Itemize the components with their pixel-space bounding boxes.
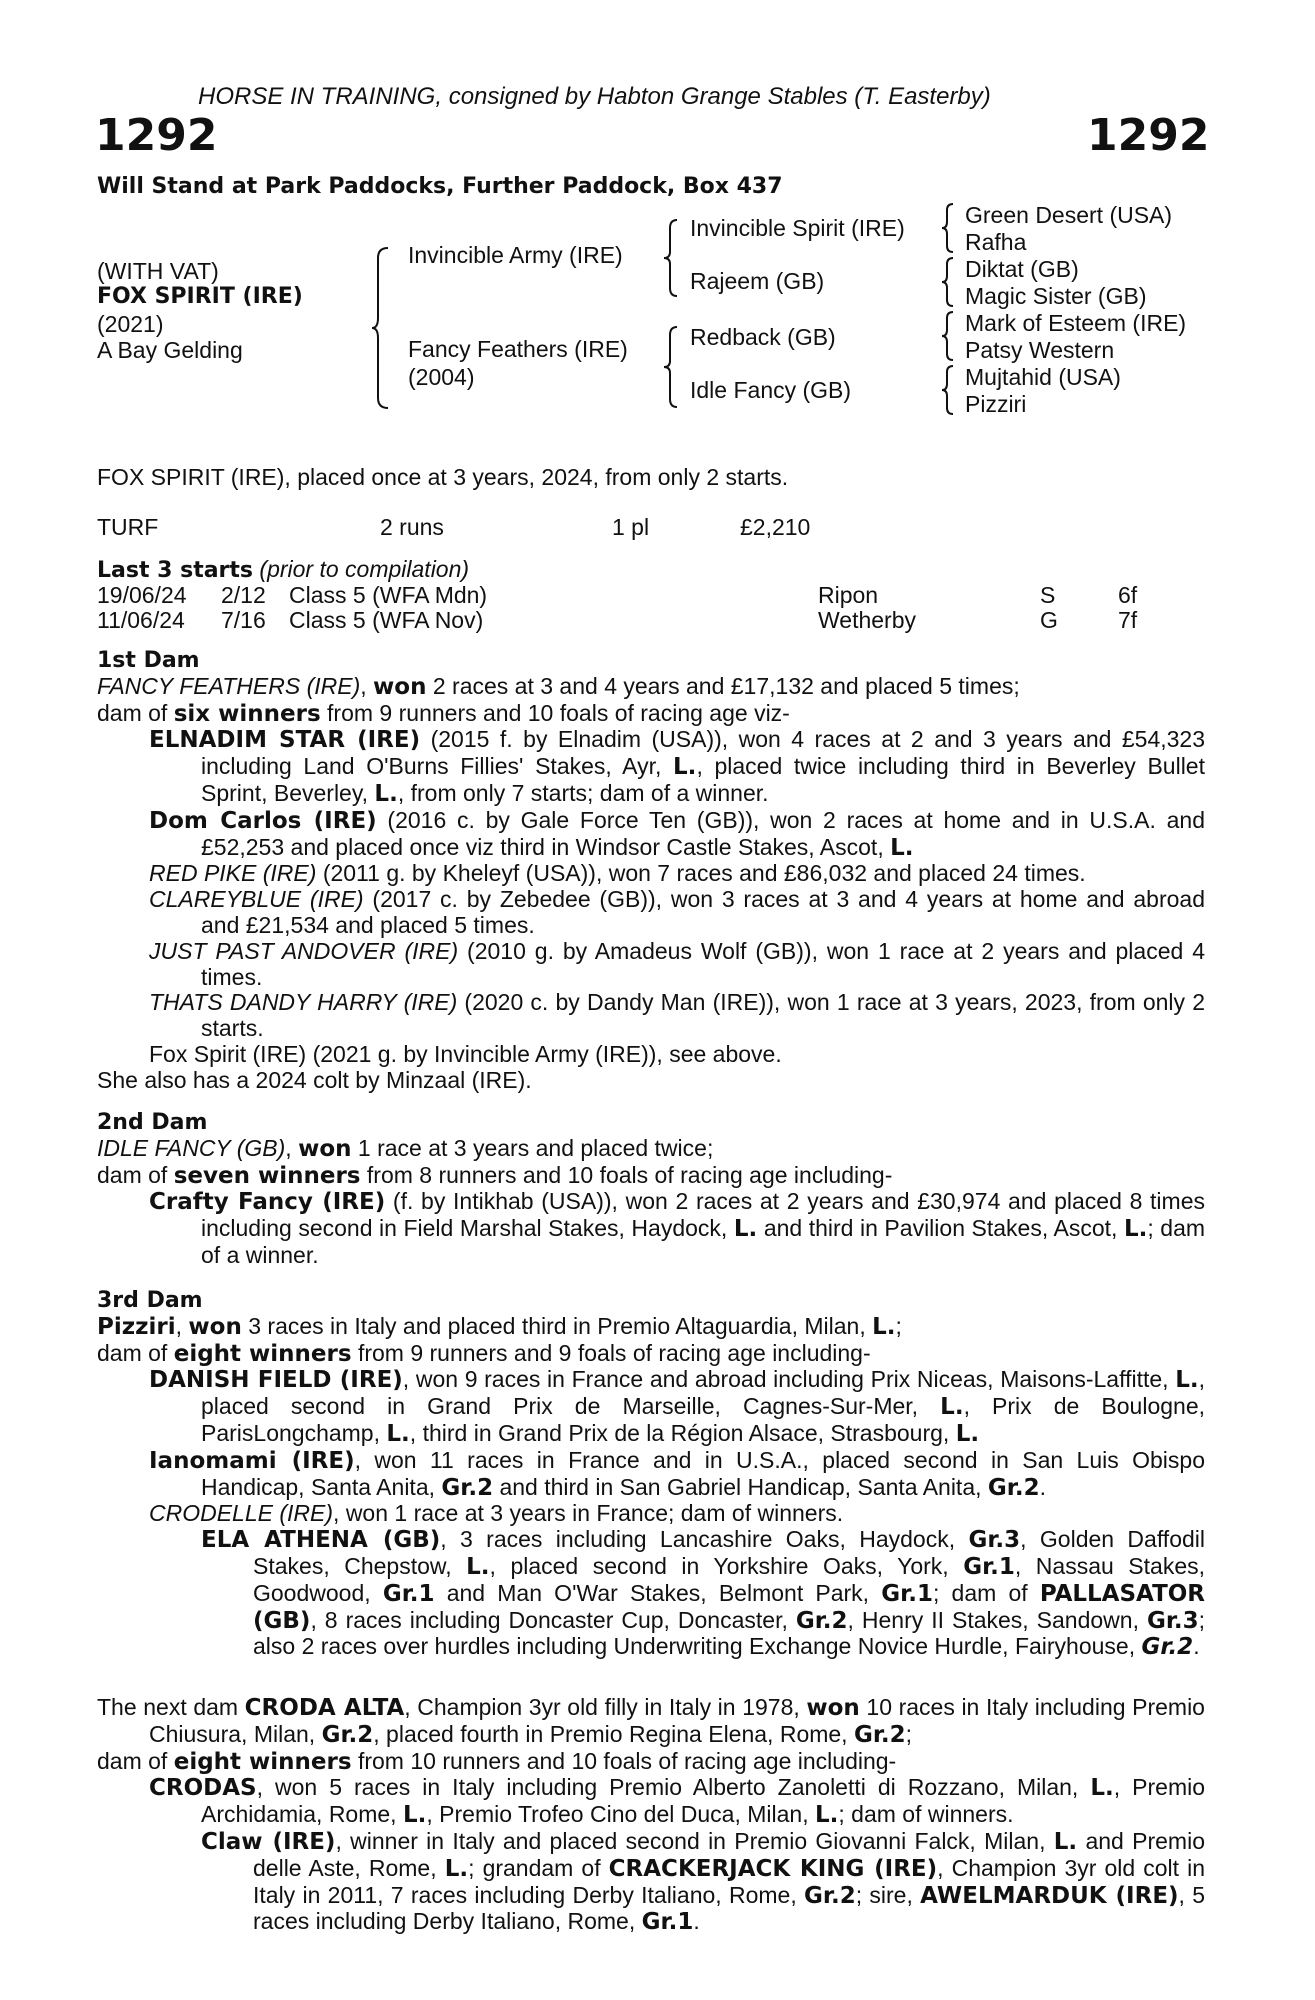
first-dam-record-text: 2 races at 3 and 4 years and £17,132 and placed 5 times;	[432, 672, 1020, 699]
second-dam-section	[97, 1110, 1205, 1269]
start-going: G	[1040, 607, 1058, 633]
produce-text: , Prix de Boulogne, ParisLongchamp,	[201, 1393, 1206, 1446]
grade-mark: Gr.2	[441, 1474, 494, 1501]
ancestor-g1: Green Desert (USA)	[965, 202, 1173, 228]
second-dam-heading: 2nd Dam	[97, 1110, 208, 1135]
start-date: 11/06/24	[97, 607, 185, 633]
produce-text: and third in San Gabriel Handicap, Santa Anita,	[499, 1473, 982, 1500]
listed-mark: L.	[872, 1313, 896, 1340]
grade-mark: Gr.2	[1141, 1634, 1194, 1661]
produce-text: and Man O'War Stakes, Belmont Park,	[446, 1579, 870, 1606]
produce-text: ; sire,	[855, 1881, 913, 1908]
produce-text: , third in Grand Prix de la Région Alsace, Strasbourg,	[409, 1419, 950, 1446]
record-earnings: £2,210	[740, 514, 811, 540]
listed-mark: L.	[733, 1216, 758, 1243]
grade-mark: Gr.2	[853, 1721, 906, 1748]
grade-mark: Gr.2	[804, 1882, 856, 1909]
produce-text: (2011 g. by Kheleyf (USA)), won 7 races and £86,032 and placed 24 times.	[322, 860, 1086, 887]
produce-text: , Golden Daffodil Stakes, Chepstow,	[253, 1526, 1205, 1579]
produce-entry	[149, 861, 1205, 887]
produce-entry	[149, 808, 1205, 862]
first-dam-record: FANCY FEATHERS (IRE), won 2 races at 3 and 4 years and £17,132 and placed 5 times;	[97, 672, 1020, 700]
dam-of-label: dam of	[97, 1161, 168, 1188]
produce-entry	[149, 1189, 1205, 1268]
first-dam-produce-summary	[97, 701, 1205, 728]
produce-text: , won 11 races in France and in U.S.A., placed second in San Luis Obispo Handicap, Santa Anita,	[201, 1446, 1205, 1500]
next-dam-intro: The next dam	[97, 1694, 239, 1720]
produce-text: , from only 7 starts; dam of a winner.	[397, 779, 769, 806]
produce-name: THATS DANDY HARRY (IRE)	[149, 989, 458, 1016]
dam-of-label: dam of	[97, 699, 168, 726]
next-dam-text: , Champion 3yr old filly in Italy in 1978,	[404, 1694, 800, 1720]
start-position: 7/16	[221, 607, 266, 633]
produce-text: , won 9 races in France and abroad including Prix Niceas, Maisons-Laffitte,	[402, 1366, 1169, 1393]
runners-text: from 10 runners and 10 foals of racing age including-	[357, 1747, 897, 1774]
produce-name: PALLASATOR (GB)	[253, 1580, 1206, 1634]
produce-text: (2010 g. by Amadeus Wolf (GB)), won 1 race at 2 years and placed 4 times.	[201, 937, 1205, 990]
sire-dam: Rajeem (GB)	[690, 268, 825, 294]
produce-name: CRODAS	[149, 1775, 257, 1802]
first-dam-name: FANCY FEATHERS (IRE)	[97, 672, 361, 699]
dam-of-label: dam of	[97, 1747, 168, 1774]
third-dam-produce-summary	[97, 1341, 1205, 1368]
lot-number-left: 1292	[95, 110, 218, 161]
brace-g1	[940, 202, 956, 254]
produce-text: , won 1 race at 3 years in France; dam of winners.	[333, 1500, 844, 1527]
won-label: won	[298, 1135, 352, 1162]
produce-text: , placed twice including third in Beverley Bullet Sprint, Beverley,	[201, 753, 1205, 806]
produce-text: .	[693, 1908, 700, 1935]
ancestor-g2: Rafha	[965, 229, 1027, 255]
produce-entry	[97, 1068, 1205, 1094]
stable-location: Will Stand at Park Paddocks, Further Paddock, Box 437	[97, 174, 783, 199]
second-dam-name: IDLE FANCY (GB)	[97, 1134, 286, 1161]
runners-text: from 9 runners and 10 foals of racing age viz-	[327, 699, 790, 726]
third-dam-section	[97, 1288, 1205, 1661]
record-surface: TURF	[97, 514, 159, 540]
dam-sire: Redback (GB)	[690, 324, 836, 350]
produce-entry	[201, 1829, 1205, 1936]
grade-mark: Gr.2	[321, 1721, 374, 1748]
produce-text: , placed second in Yorkshire Oaks, York,	[489, 1552, 949, 1579]
produce-entry	[149, 1501, 1205, 1527]
produce-text: (2020 c. by Dandy Man (IRE)), won 1 race at 3 years, 2023, from only 2 starts.	[201, 989, 1205, 1042]
next-dam-name: CRODA ALTA	[244, 1695, 405, 1721]
produce-text: (f. by Intikhab (USA)), won 2 races at 2 years and £30,974 and placed 8 times including second in Field Marshal Stakes, Haydock,	[201, 1188, 1205, 1242]
start-course: Ripon	[818, 582, 879, 608]
last-starts-note: (prior to compilation)	[259, 556, 470, 582]
pedigree-brace-main	[370, 246, 392, 410]
third-dam-record: Pizziri, won 3 races in Italy and placed third in Premio Altaguardia, Milan, L.;	[97, 1312, 902, 1340]
produce-text: , 3 races including Lancashire Oaks, Haydock,	[440, 1526, 956, 1553]
ancestor-g7: Mujtahid (USA)	[965, 364, 1121, 390]
produce-text: , Premio Trofeo Cino del Duca, Milan,	[426, 1801, 809, 1828]
produce-text: (2016 c. by Gale Force Ten (GB)), won 2 races at home and in U.S.A. and £52,253 and placed once viz third in Windsor Castle Stakes, Ascot,	[201, 806, 1205, 860]
start-distance: 6f	[1118, 582, 1138, 608]
third-dam-heading: 3rd Dam	[97, 1288, 203, 1313]
horse-year: (2021)	[97, 311, 164, 337]
brace-g4	[940, 364, 956, 416]
won-label: won	[806, 1695, 860, 1721]
next-dam-text: , placed fourth in Premio Regina Elena, Rome,	[373, 1720, 848, 1747]
start-course: Wetherby	[818, 607, 917, 633]
produce-text: , Champion 3yr old colt in Italy in 2011, 7 races including Derby Italiano, Rome,	[253, 1854, 1206, 1908]
start-date: 19/06/24	[97, 582, 187, 608]
last-starts-title	[97, 556, 469, 584]
produce-name: Crafty Fancy (IRE)	[149, 1189, 386, 1216]
produce-name: Dom Carlos (IRE)	[149, 807, 377, 834]
produce-text: Fox Spirit (IRE) (2021 g. by Invincible Army (IRE)), see above.	[149, 1040, 782, 1067]
ancestor-g4: Magic Sister (GB)	[965, 283, 1147, 309]
listed-mark: L.	[374, 780, 398, 807]
produce-text: ; also 2 races over hurdles including Underwriting Exchange Novice Hurdle, Fairyhouse,	[253, 1606, 1206, 1660]
listed-mark: L.	[673, 754, 697, 781]
grade-mark: Gr.1	[881, 1580, 933, 1607]
consignor-line: HORSE IN TRAINING, consigned by Habton Grange Stables (T. Easterby)	[198, 83, 991, 110]
produce-entry	[149, 1042, 1205, 1068]
produce-text: She also has a 2024 colt by Minzaal (IRE).	[97, 1066, 532, 1093]
grade-mark: Gr.1	[963, 1553, 1015, 1580]
produce-name: AWELMARDUK (IRE)	[920, 1882, 1179, 1909]
produce-text: , 5 races including Derby Italiano, Rome,	[253, 1881, 1206, 1935]
listed-mark: L.	[890, 834, 914, 861]
winners-count: six winners	[173, 700, 321, 727]
produce-entry	[149, 939, 1205, 991]
winners-count: eight winners	[173, 1340, 352, 1367]
ancestor-g8: Pizziri	[965, 391, 1027, 417]
grade-mark: Gr.1	[641, 1909, 694, 1936]
produce-name: Ianomami (IRE)	[149, 1447, 355, 1474]
ancestor-g6: Patsy Western	[965, 337, 1115, 363]
produce-text: , Premio Archidamia, Rome,	[201, 1774, 1206, 1828]
grade-mark: Gr.2	[795, 1607, 848, 1634]
produce-text: , Henry II Stakes, Sandown,	[847, 1606, 1139, 1633]
produce-text: , won 5 races in Italy including Premio Alberto Zanoletti di Rozzano, Milan,	[256, 1774, 1079, 1801]
listed-mark: L.	[1090, 1775, 1114, 1802]
produce-text: .	[1039, 1473, 1046, 1500]
next-dam-record: The next dam CRODA ALTA, Champion 3yr old filly in Italy in 1978, won 10 races in Italy including Premio Chiusura, Milan, Gr.2, placed fourth in Premio Regina Elena, Rome, Gr.2;	[97, 1694, 1205, 1748]
runners-text: from 9 runners and 9 foals of racing age including-	[357, 1339, 871, 1366]
first-dam-section	[97, 648, 1205, 1094]
dam-of-label: dam of	[97, 1339, 168, 1366]
horse-name: FOX SPIRIT (IRE)	[97, 284, 303, 309]
produce-text: ; dam of a winner.	[201, 1215, 1206, 1268]
produce-entry	[149, 1367, 1205, 1447]
start-race: Class 5 (WFA Mdn)	[289, 582, 488, 608]
third-dam-record-text: ;	[895, 1312, 902, 1339]
brace-g3	[940, 310, 956, 362]
produce-text: ; dam of	[932, 1579, 1028, 1606]
produce-text: ; grandam of	[468, 1854, 601, 1881]
produce-entry	[149, 990, 1205, 1042]
pedigree-brace-dam	[662, 325, 680, 409]
listed-mark: L.	[386, 1420, 410, 1447]
produce-text: , Nassau Stakes, Goodwood,	[253, 1552, 1206, 1606]
listed-mark: L.	[466, 1553, 490, 1580]
start-distance: 7f	[1118, 607, 1138, 633]
produce-text: (2015 f. by Elnadim (USA)), won 4 races at 2 and 3 years and £54,323 including Land O'Burns Fillies' Stakes, Ayr,	[201, 726, 1206, 780]
sire-name: Invincible Army (IRE)	[408, 242, 623, 268]
produce-entry	[149, 1448, 1205, 1502]
grade-mark: Gr.3	[968, 1527, 1021, 1554]
listed-mark: L.	[1053, 1828, 1078, 1855]
produce-name: Claw (IRE)	[201, 1828, 336, 1855]
second-dam-record-text: 1 race at 3 years and placed twice;	[357, 1134, 714, 1161]
runners-text: from 8 runners and 10 foals of racing age including-	[366, 1161, 893, 1188]
pedigree-brace-sire	[662, 218, 680, 298]
lot-number-right: 1292	[1087, 110, 1210, 161]
first-dam-heading: 1st Dam	[97, 648, 200, 673]
won-label: won	[373, 673, 427, 700]
produce-text: , winner in Italy and placed second in Premio Giovanni Falck, Milan,	[335, 1827, 1046, 1854]
winners-count: eight winners	[173, 1748, 352, 1775]
next-dam-produce-summary	[97, 1749, 1205, 1776]
produce-name: CRACKERJACK KING (IRE)	[608, 1855, 938, 1882]
start-race: Class 5 (WFA Nov)	[289, 607, 484, 633]
dam-year: (2004)	[408, 364, 475, 390]
next-dam-section	[97, 1695, 1205, 1936]
produce-entry	[201, 1527, 1205, 1661]
listed-mark: L.	[444, 1855, 469, 1882]
listed-mark: L.	[940, 1394, 964, 1421]
produce-name: ELA ATHENA (GB)	[201, 1527, 441, 1554]
last-starts-heading: Last 3 starts	[97, 558, 254, 583]
second-dam-produce-summary	[97, 1163, 1205, 1190]
won-label: won	[188, 1313, 242, 1340]
race-summary: FOX SPIRIT (IRE), placed once at 3 years, 2024, from only 2 starts.	[97, 464, 789, 490]
grade-mark: Gr.1	[382, 1580, 435, 1607]
record-placed: 1 pl	[612, 514, 650, 540]
start-position: 2/12	[221, 582, 266, 608]
second-dam-record: IDLE FANCY (GB), won 1 race at 3 years and placed twice;	[97, 1134, 714, 1162]
produce-entry	[149, 887, 1205, 939]
sire-sire: Invincible Spirit (IRE)	[690, 215, 905, 241]
produce-name: DANISH FIELD (IRE)	[149, 1367, 403, 1394]
produce-name: ELNADIM STAR (IRE)	[149, 727, 421, 754]
third-dam-record-text: 3 races in Italy and placed third in Premio Altaguardia, Milan,	[248, 1312, 866, 1339]
grade-mark: Gr.2	[987, 1474, 1040, 1501]
listed-mark: L.	[402, 1802, 427, 1829]
listed-mark: L.	[1123, 1216, 1148, 1243]
listed-mark: L.	[814, 1802, 839, 1829]
vat-note: (WITH VAT)	[97, 258, 219, 284]
ancestor-g5: Mark of Esteem (IRE)	[965, 310, 1187, 336]
produce-name: CLAREYBLUE (IRE)	[149, 886, 364, 913]
produce-text: ; dam of winners.	[838, 1801, 1014, 1828]
produce-text: and third in Pavilion Stakes, Ascot,	[763, 1215, 1118, 1242]
horse-description: A Bay Gelding	[97, 337, 243, 363]
produce-text: (2017 c. by Zebedee (GB)), won 3 races at 3 and 4 years at home and abroad and £21,534 and placed 5 times.	[201, 886, 1206, 938]
record-runs: 2 runs	[380, 514, 444, 540]
third-dam-name: Pizziri	[97, 1313, 176, 1340]
produce-entry	[149, 727, 1205, 807]
brace-g2	[940, 256, 956, 308]
produce-text: .	[1193, 1633, 1200, 1660]
listed-mark: L.	[1175, 1367, 1199, 1394]
grade-mark: Gr.3	[1146, 1607, 1199, 1634]
produce-entry	[149, 1775, 1205, 1829]
produce-name: RED PIKE (IRE)	[149, 860, 317, 887]
start-going: S	[1040, 582, 1056, 608]
produce-text: , 8 races including Doncaster Cup, Doncaster,	[310, 1606, 788, 1633]
listed-mark: L.	[955, 1420, 980, 1447]
next-dam-text: 10 races in Italy including Premio Chiusura, Milan,	[149, 1694, 1205, 1747]
dam-name: Fancy Feathers (IRE)	[408, 336, 628, 362]
produce-text: and Premio delle Aste, Rome,	[253, 1827, 1205, 1881]
ancestor-g3: Diktat (GB)	[965, 256, 1079, 282]
produce-text: , placed second in Grand Prix de Marseille, Cagnes-Sur-Mer,	[201, 1366, 1206, 1420]
produce-name: JUST PAST ANDOVER (IRE)	[149, 937, 459, 964]
winners-count: seven winners	[173, 1162, 361, 1189]
dam-dam: Idle Fancy (GB)	[690, 377, 852, 403]
produce-name: CRODELLE (IRE)	[149, 1500, 334, 1527]
